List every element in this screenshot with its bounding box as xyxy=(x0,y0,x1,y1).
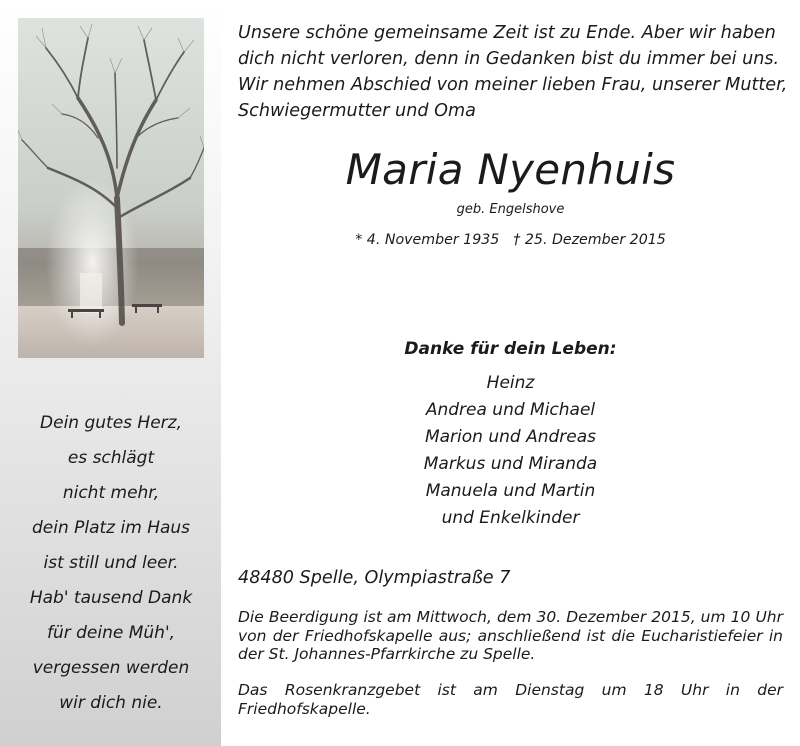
poem-line: für deine Müh', xyxy=(46,623,176,643)
thanks-heading: Danke für dein Leben: xyxy=(404,339,617,359)
mourner-name: Heinz xyxy=(486,373,535,393)
tree-by-lake-photo xyxy=(18,18,204,358)
poem-line: ist still und leer. xyxy=(43,553,179,573)
mourner-name: Marion und Andreas xyxy=(424,427,597,447)
intro-line: Unsere schöne gemeinsame Zeit ist zu Ende. Aber wir haben xyxy=(238,23,776,43)
poem-line: wir dich nie. xyxy=(59,693,163,713)
maiden-name: geb. Engelshove xyxy=(456,202,565,217)
poem-line: Hab' tausend Dank xyxy=(29,588,193,608)
mourner-name: Andrea und Michael xyxy=(425,400,596,420)
mourner-name: Manuela und Martin xyxy=(425,481,596,501)
death-date: † 25. Dezember 2015 xyxy=(513,232,666,248)
main-content xyxy=(238,0,788,746)
intro-text xyxy=(238,20,788,124)
birth-date: * 4. November 1935 xyxy=(355,232,500,248)
mourner-name: und Enkelkinder xyxy=(441,508,580,528)
sidebar xyxy=(0,0,221,746)
poem-line: es schlägt xyxy=(67,448,155,468)
poem-line: vergessen werden xyxy=(32,658,190,678)
life-dates xyxy=(238,230,783,250)
poem-line: Dein gutes Herz, xyxy=(40,413,182,433)
intro-line: Wir nehmen Abschied von meiner lieben Frau, unserer Mutter, xyxy=(238,75,788,95)
family-address: 48480 Spelle, Olympiastraße 7 xyxy=(238,568,511,588)
funeral-notice: Die Beerdigung ist am Mittwoch, dem 30. Dezember 2015, um 10 Uhr von der Friedhofskapelle aus; anschließend ist die Eucharistiefeier in der St. Johannes-Pfarrkirche zu Spelle. xyxy=(238,608,783,663)
deceased-name: Maria Nyenhuis xyxy=(345,145,676,194)
intro-line: Schwiegermutter und Oma xyxy=(238,101,476,121)
poem-line: nicht mehr, xyxy=(62,483,160,503)
poem-line: dein Platz im Haus xyxy=(31,518,191,538)
poem xyxy=(10,406,212,721)
rosary-notice: Das Rosenkranzgebet ist am Dienstag um 18 Uhr in der Friedhofskapelle. xyxy=(238,681,783,718)
mourners-list xyxy=(238,370,783,532)
mourner-name: Markus und Miranda xyxy=(423,454,598,474)
intro-line: dich nicht verloren, denn in Gedanken bist du immer bei uns. xyxy=(238,49,780,69)
